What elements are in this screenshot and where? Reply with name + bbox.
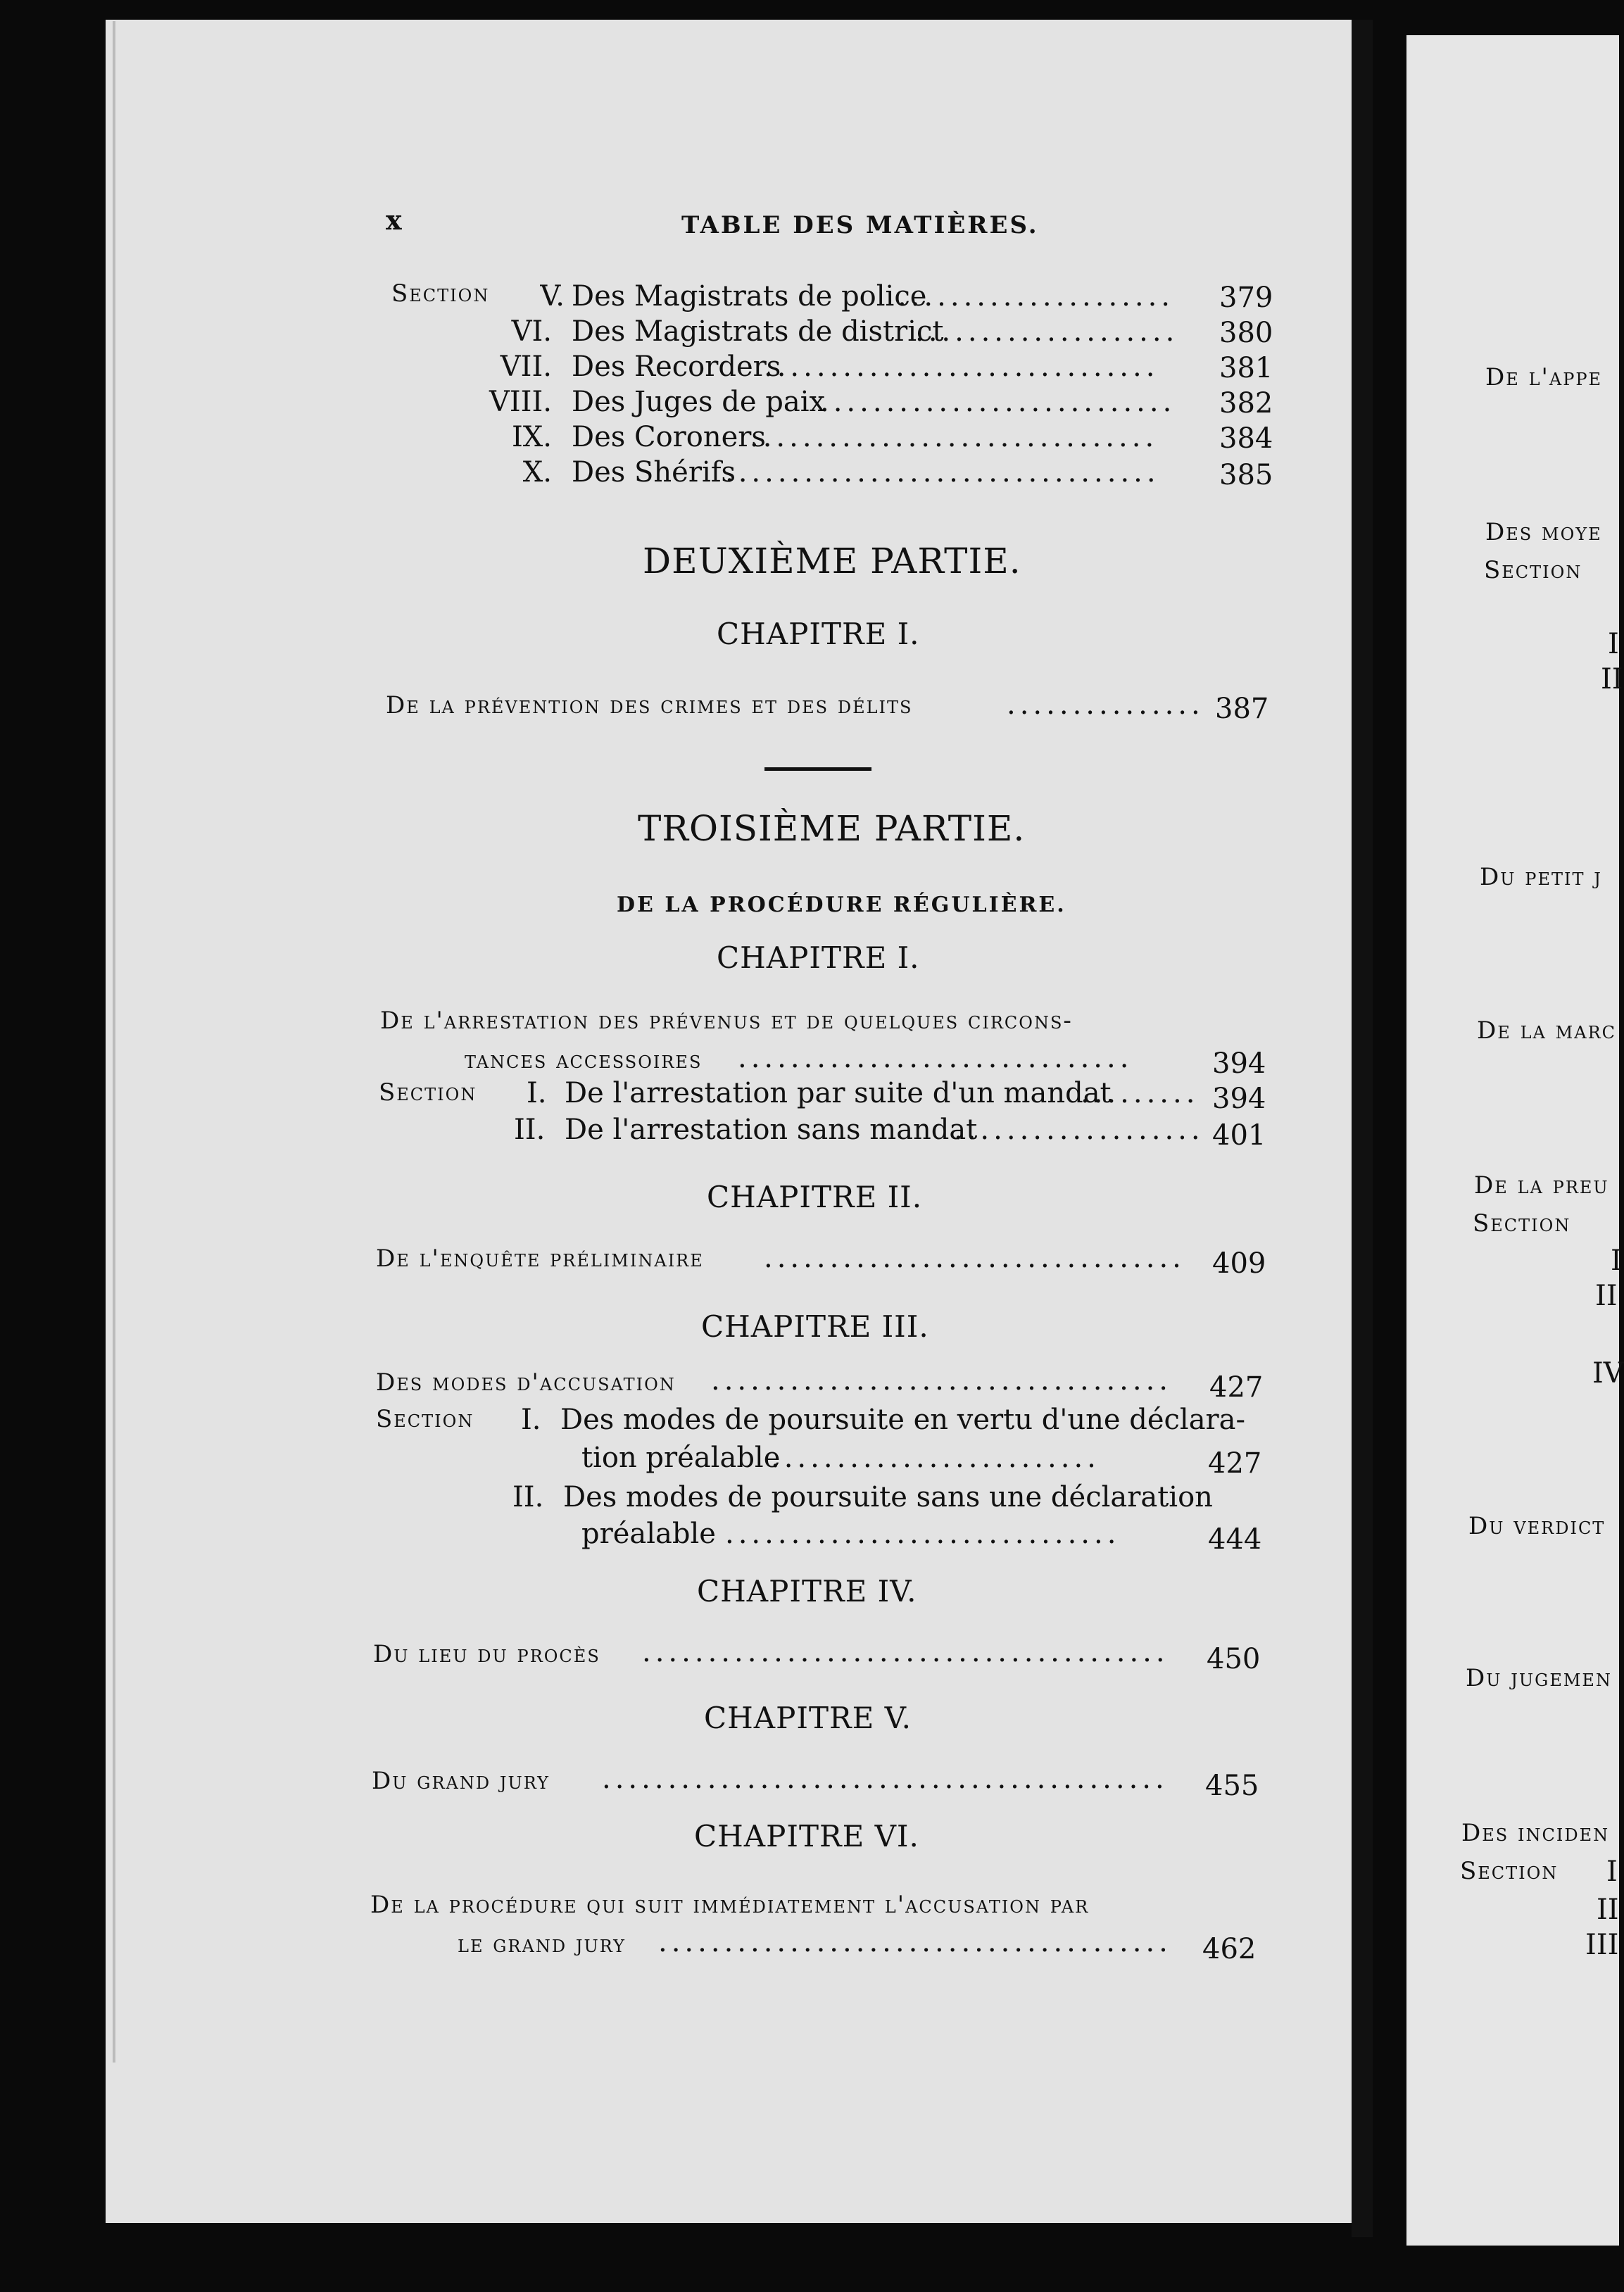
toc-entry-text: tances accessoires — [465, 1046, 703, 1074]
right-page-section: Section — [1484, 556, 1582, 584]
toc-entry-text: Des Recorders — [572, 351, 781, 383]
section-num: II. — [512, 1481, 544, 1513]
section-label: Section — [391, 279, 490, 308]
right-page-entry: Des inciden — [1461, 1819, 1610, 1847]
leader-dots: ............................... — [750, 421, 1159, 453]
toc-page-number: 394 — [1212, 1083, 1266, 1115]
leader-dots: .................... — [915, 315, 1179, 348]
right-page-num: I — [1611, 1245, 1622, 1277]
toc-entry-text: De l'arrestation des prévenus et de quelques circons- — [380, 1007, 1073, 1035]
part-title: TROISIÈME PARTIE. — [638, 808, 1026, 849]
leader-dots: ......................... — [771, 1442, 1100, 1474]
section-num: VIII. — [489, 386, 552, 418]
toc-page-number: 444 — [1208, 1523, 1262, 1556]
toc-entry-text: Du lieu du procès — [373, 1640, 600, 1668]
right-page-num: IV — [1592, 1357, 1624, 1390]
toc-page-number: 401 — [1212, 1119, 1266, 1152]
chapter-title: CHAPITRE I. — [717, 940, 920, 975]
toc-entry-text: Des modes de poursuite en vertu d'une déclara- — [560, 1404, 1246, 1436]
toc-page-number: 427 — [1209, 1371, 1264, 1404]
leader-dots: .............................. — [725, 1518, 1121, 1550]
right-page-entry: De l'appe — [1485, 363, 1603, 391]
right-page-num: I — [1608, 628, 1619, 660]
right-page-section: Section — [1473, 1209, 1571, 1238]
right-page-num: III — [1585, 1929, 1619, 1961]
leader-dots: ........................................ — [642, 1636, 1169, 1668]
section-label: Section — [376, 1405, 474, 1433]
right-page-section: Section — [1460, 1857, 1559, 1885]
leader-dots: ................... — [954, 1114, 1204, 1146]
section-num: V. — [540, 280, 565, 313]
right-page-entry: De la marc — [1477, 1016, 1617, 1045]
leader-dots: ............... — [1007, 688, 1204, 721]
section-divider-rule — [764, 767, 871, 771]
toc-entry-text: Des modes d'accusation — [376, 1368, 676, 1397]
leader-dots: ..................... — [898, 280, 1175, 313]
right-page-entry: Du petit j — [1480, 863, 1602, 891]
toc-entry-text: De l'arrestation par suite d'un mandat — [565, 1077, 1112, 1109]
toc-entry-text: tion préalable — [581, 1442, 781, 1474]
chapter-title: CHAPITRE I. — [717, 617, 920, 651]
book-gutter — [1352, 20, 1373, 2237]
toc-entry-text: Des modes de poursuite sans une déclaration — [563, 1481, 1213, 1513]
toc-entry-text: Du grand jury — [372, 1767, 550, 1795]
folio-number: x — [386, 204, 404, 236]
toc-page-number: 462 — [1202, 1933, 1257, 1965]
section-num: I. — [521, 1404, 541, 1436]
toc-page-number: 381 — [1219, 352, 1273, 384]
leader-dots: ................................. — [725, 456, 1160, 489]
right-page-entry: Des moye — [1485, 518, 1602, 546]
part-title: DEUXIÈME PARTIE. — [643, 541, 1021, 581]
toc-page-number: 379 — [1219, 282, 1273, 314]
leader-dots: ......... — [1081, 1077, 1200, 1109]
toc-page-number: 384 — [1219, 422, 1273, 455]
right-page-entry: Du verdict — [1468, 1512, 1606, 1540]
toc-entry-text: De la procédure qui suit immédiatement l'accusation par — [370, 1891, 1090, 1919]
toc-entry-text: De l'enquête préliminaire — [376, 1245, 704, 1273]
right-page-entry: De la preu — [1474, 1171, 1609, 1199]
toc-page-number: 385 — [1219, 459, 1273, 491]
chapter-title: CHAPITRE III. — [701, 1309, 929, 1344]
toc-entry-text: Des Magistrats de police — [572, 280, 927, 313]
right-page-entry: Du jugemen — [1466, 1664, 1612, 1692]
right-page-num: II — [1601, 663, 1623, 695]
toc-entry-text: De l'arrestation sans mandat — [565, 1114, 978, 1146]
chapter-title: CHAPITRE II. — [707, 1180, 923, 1214]
leader-dots: ........................................... — [602, 1763, 1169, 1795]
section-num: VI. — [511, 315, 552, 348]
leader-dots: ....................................... — [658, 1926, 1172, 1958]
leader-dots: ................................ — [764, 1242, 1185, 1274]
toc-entry-text: le grand jury — [458, 1930, 626, 1958]
section-num: I. — [527, 1077, 547, 1109]
page-edge — [113, 21, 115, 2063]
part-subtitle: DE LA PROCÉDURE RÉGULIÈRE. — [617, 893, 1066, 917]
toc-page-number: 387 — [1215, 693, 1269, 725]
chapter-title: CHAPITRE VI. — [694, 1819, 919, 1853]
toc-entry-text: De la prévention des crimes et des délits — [386, 691, 913, 719]
toc-page-number: 455 — [1205, 1770, 1259, 1802]
toc-page-number: 409 — [1212, 1247, 1266, 1280]
section-label: Section — [379, 1078, 477, 1107]
section-num: X. — [522, 456, 552, 489]
toc-page-number: 450 — [1207, 1643, 1261, 1675]
toc-entry-text: Des Juges de paix — [572, 386, 826, 418]
toc-page-number: 427 — [1208, 1447, 1262, 1480]
toc-entry-text: Des Magistrats de district — [572, 315, 944, 348]
leader-dots: .............................. — [764, 351, 1159, 383]
leader-dots: ................................... — [711, 1364, 1173, 1397]
right-page-num: II — [1595, 1280, 1618, 1312]
toc-entry-text: Des Coroners — [572, 421, 766, 453]
toc-page-number: 394 — [1212, 1047, 1266, 1080]
chapter-title: CHAPITRE IV. — [697, 1574, 917, 1608]
section-num: VII. — [500, 351, 552, 383]
section-num: II. — [514, 1114, 546, 1146]
toc-page-number: 382 — [1219, 387, 1273, 420]
leader-dots: .............................. — [738, 1042, 1133, 1074]
toc-page-number: 380 — [1219, 317, 1273, 349]
running-title: TABLE DES MATIÈRES. — [681, 211, 1039, 239]
chapter-title: CHAPITRE V. — [704, 1701, 912, 1735]
leader-dots: ........................... — [820, 386, 1176, 418]
toc-entry-text: Des Shérifs — [572, 456, 736, 489]
toc-entry-text: préalable — [581, 1518, 716, 1550]
right-page-num: II — [1597, 1894, 1619, 1926]
section-num: IX. — [512, 421, 552, 453]
right-page-num: I — [1606, 1856, 1618, 1888]
